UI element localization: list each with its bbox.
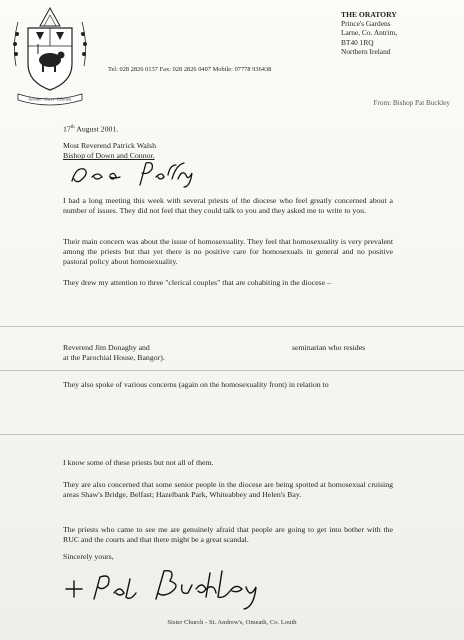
address-line: Prince's Gardens	[341, 19, 391, 29]
date-suffix: th	[70, 125, 75, 130]
address-line: BT40 1RQ	[341, 37, 374, 47]
letter-date	[63, 123, 393, 135]
address-line: Larne, Co. Antrim,	[341, 28, 398, 38]
date-rest: August 2001.	[74, 124, 119, 134]
organization-name: THE ORATORY	[341, 10, 397, 19]
paragraph-3: They drew my attention to three "clerical couples" that are cohabiting in the diocese –	[63, 278, 331, 287]
handwritten-signature	[60, 563, 270, 611]
date-day: 17	[63, 124, 71, 134]
paragraph-4: They also spoke of various concerns (again on the homosexuality front) in relation to	[63, 380, 329, 389]
crest-motto: Servare · Caret · Liberant	[28, 96, 72, 102]
handwritten-salutation	[68, 159, 208, 189]
paragraph-7: The priests who came to see me are genuinely afraid that people are going to get into bother with the RUC and the courts and that there might be a great scandal.	[63, 525, 393, 545]
from-line: From: Bishop Pat Buckley	[373, 99, 450, 107]
recipient-title: Bishop of Down and Connor.	[63, 151, 155, 161]
clerical-couple-line-right: seminarian who resides	[292, 343, 366, 352]
paragraph-1: I had a long meeting this week with several priests of the diocese who feel greatly concerned about a number of issues. They did not feel that they could talk to you and they asked me to write to you.	[63, 196, 393, 216]
clerical-couple-line-left	[63, 343, 263, 363]
address-line: Northern Ireland	[341, 46, 391, 56]
paragraph-5: I know some of these priests but not all of them.	[63, 458, 214, 467]
recipient-name: Most Reverend Patrick Walsh	[63, 141, 156, 150]
paragraph-6: They are also concerned that some senior people in the diocese are being spotted at homosexual cruising areas Shaw's Bridge, Belfast; Hazelbank Park, Whiteabbey and Helen's Bay.	[63, 480, 393, 500]
sender-address	[341, 10, 451, 56]
footer-text: Sister Church - St. Andrew's, Omeath, Co. Louth	[167, 619, 297, 626]
redaction-fold	[0, 326, 464, 327]
clerical-couple-residence: at the Parochial House, Bangor).	[63, 353, 165, 363]
paragraph-2: Their main concern was about the issue of homosexuality. They feel that homosexuality is very prevalent among the priests but that yet there is no positive care for homosexuals in general and no positive pastoral policy about homosexuality.	[63, 237, 393, 267]
redaction-fold	[0, 370, 464, 371]
coat-of-arms-crest	[10, 4, 90, 108]
contact-numbers: Tel: 028 2826 0137 Fax: 028 2826 0407 Mobile: 07778 936438	[108, 66, 272, 73]
redaction-fold	[0, 434, 464, 435]
closing-line: Sincerely yours,	[63, 552, 114, 561]
clerical-couple-name: Reverend Jim Donaghy and	[63, 343, 150, 352]
